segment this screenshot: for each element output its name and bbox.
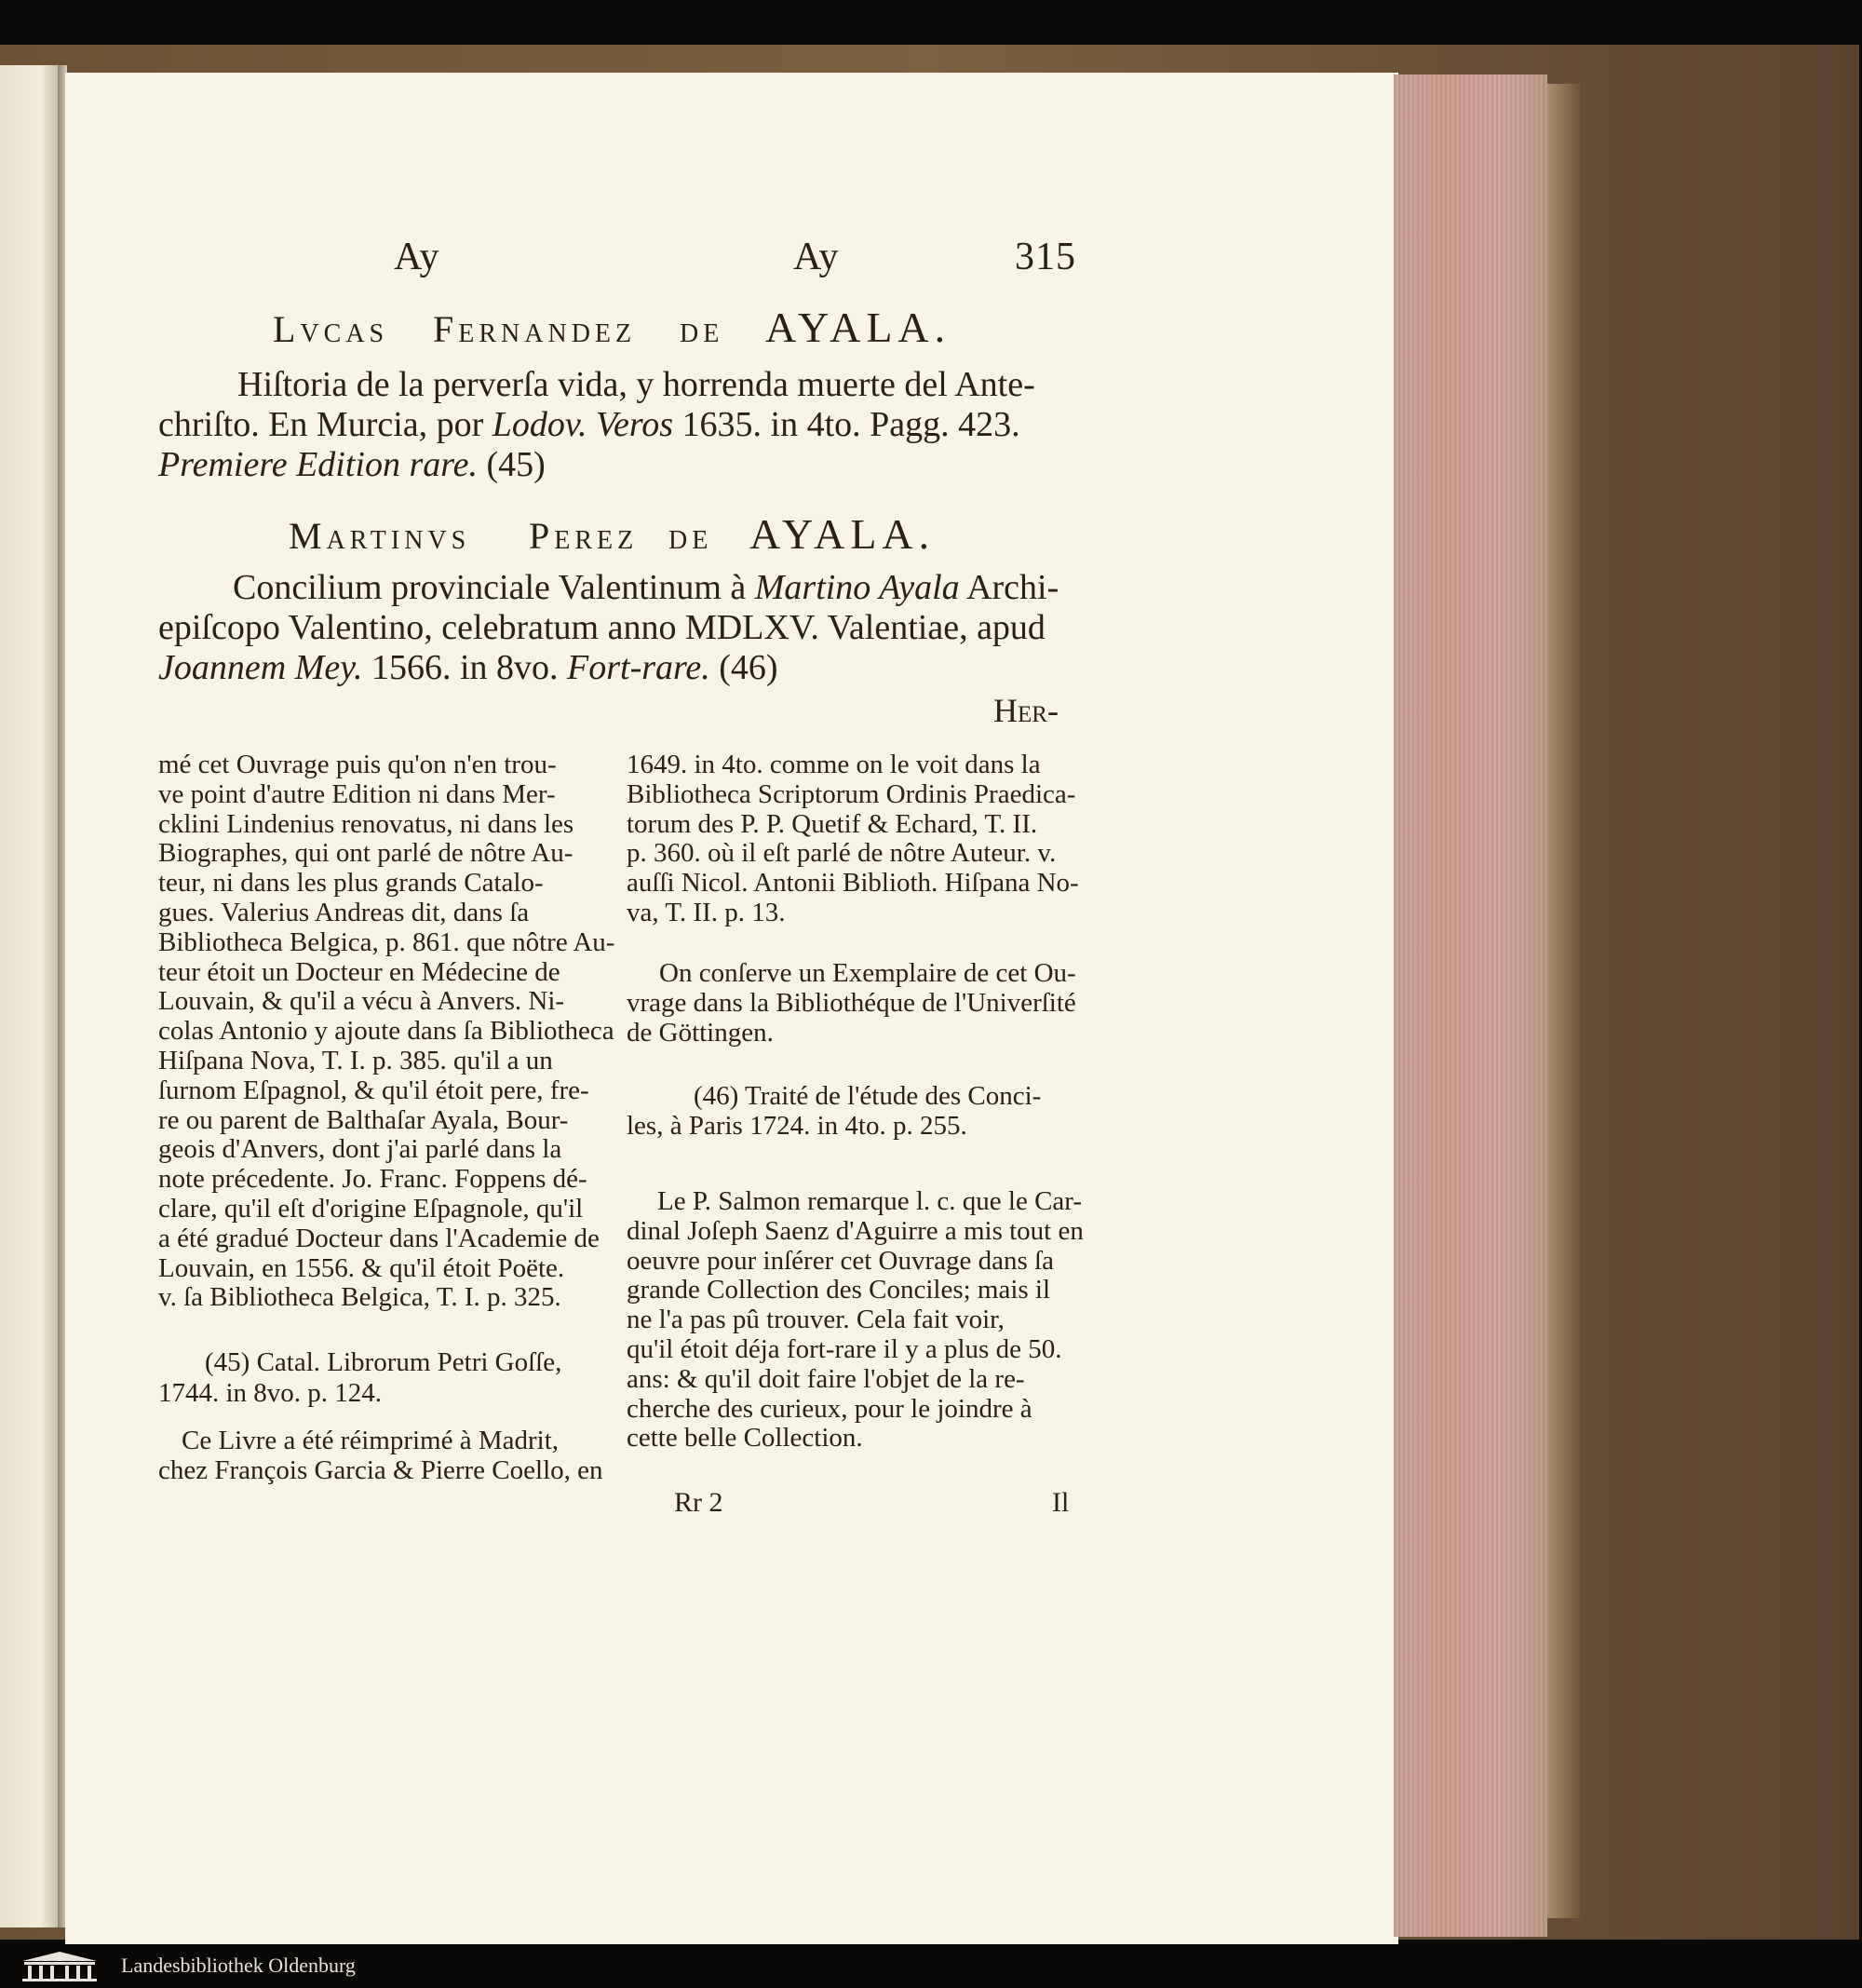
note-line: les, à Paris 1724. in 4to. p. 255. [627,1110,967,1141]
entry1-line3 [158,445,1071,485]
heading-particle: de [680,308,724,350]
entry2-line3 [158,648,1071,688]
page-edges [1394,74,1547,1937]
entry1-imprint: 1635. in 4to. Pagg. 423. [673,405,1020,444]
heading-surname: AYALA. [765,304,951,351]
entry2-note-ref: (46) [709,648,778,687]
entry1-printer: Lodov. Veros [492,405,674,444]
right-para-3 [627,1187,1222,1454]
column-line: Bibliotheca Belgica, p. 861. que nôtre Au- [158,926,615,957]
entry1-line2 [158,405,1071,445]
catchword-bottom: Il [1052,1487,1070,1518]
column-line: Biographes, qui ont parlé de nôtre Au- [158,838,573,869]
heading-middle-name: Fernandez [433,308,637,350]
column-line: Louvain, en 1556. & qu'il étoit Poëte. [158,1252,565,1283]
right-para-2 [627,959,1222,1048]
running-head-center: Ay [793,236,840,278]
entry2-line1-text: Concilium provinciale Valentinum à [233,568,755,607]
right-column [627,751,1222,928]
library-logo [13,1950,106,1983]
column-line: vrage dans la Bibliothéque de l'Univerſité [627,987,1076,1018]
column-line: Le P. Salmon remarque l. c. que le Car- [657,1186,1083,1216]
entry2-line2: epiſcopo Valentino, celebratum anno MDLXV. Valentiae, apud [158,608,1046,647]
column-line: chez François Garcia & Pierre Coello, en [158,1455,603,1485]
heading-surname: AYALA. [749,510,936,558]
column-line: v. ſa Bibliotheca Belgica, T. I. p. 325. [158,1282,561,1313]
column-line: note précedente. Jo. Franc. Foppens dé- [158,1164,587,1195]
signature-mark: Rr 2 [674,1487,723,1518]
left-page-edge [0,65,58,1927]
column-line: dinal Joſeph Saenz d'Aguirre a mis tout en [627,1215,1084,1246]
column-line: va, T. II. p. 13. [627,897,786,927]
heading-middle-name: Perez [529,515,639,557]
entry1-line2-text: chriſto. En Murcia, por [158,405,492,444]
column-line: teur étoit un Docteur en Médecine de [158,956,560,987]
column-line: teur, ni dans les plus grands Catalo- [158,868,544,899]
note-46 [627,1082,1222,1142]
heading-first-name: Martinvs [289,515,471,557]
column-line: p. 360. où il eſt parlé de nôtre Auteur. v. [627,838,1057,869]
column-line: gues. Valerius Andreas dit, dans ſa [158,897,530,927]
column-line: Ce Livre a été réimprimé à Madrit, [182,1426,560,1455]
column-line: re ou parent de Balthaſar Ayala, Bour- [158,1104,569,1135]
column-line: geois d'Anvers, dont j'ai parlé dans la [158,1134,562,1165]
column-line: clare, qu'il eſt d'origine Eſpagnole, qu'il [158,1193,584,1224]
entry1-edition-note: Premiere Edition rare. [158,445,478,484]
column-line: cette belle Collection. [627,1423,863,1454]
column-line: oeuvre pour inſérer cet Ouvrage dans ſa [627,1245,1054,1276]
column-line: Bibliotheca Scriptorum Ordinis Praedica- [627,778,1076,809]
entry2-printer: Joannem Mey. [158,648,363,687]
entry2-author: Martino Ayala [754,568,960,607]
running-head-left: Ay [394,236,440,278]
entry2-imprint: 1566. in 8vo. [362,648,568,687]
column-line: cherche des curieux, pour le joindre à [627,1393,1032,1424]
catchword-top: Her- [993,692,1059,729]
column-line: On conſerve un Exemplaire de cet Ou- [659,958,1076,988]
library-name: Landesbibliothek Oldenburg [121,1954,356,1977]
column-line: torum des P. P. Quetif & Echard, T. II. [627,808,1038,839]
heading-first-name: Lvcas [273,308,389,350]
entry2-line1-end: Archi- [959,568,1059,607]
column-line: ſurnom Eſpagnol, & qu'il étoit pere, fre- [158,1075,589,1105]
book-spine-edge [1547,84,1580,1918]
entry1-note-ref: (45) [477,445,546,484]
column-line: grande Collection des Conciles; mais il [627,1275,1051,1305]
column-line: ve point d'autre Edition ni dans Mer- [158,778,556,809]
entry2-line1 [233,568,1145,608]
note-line: 1744. in 8vo. p. 124. [158,1378,383,1408]
left-tail-2 [158,1456,754,1486]
heading-particle: de [668,515,713,557]
page-number: 315 [1015,236,1076,278]
entry2-rarity: Fort-rare. [567,648,710,687]
column-line: cklini Lindenius renovatus, ni dans les [158,808,574,839]
column-line: ne l'a pas pû trouver. Cela fait voir, [627,1305,1005,1335]
column-line: 1649. in 4to. comme on le voit dans la [627,750,1041,779]
entry1-line1: Hiſtoria de la perverſa vida, y horrenda muerte del Ante- [237,365,1035,404]
column-line: colas Antonio y ajoute dans ſa Bibliotheca [158,1016,614,1047]
column-line: auſſi Nicol. Antonii Biblioth. Hiſpana No- [627,868,1079,899]
note-line: (46) Traité de l'étude des Conci- [694,1081,1042,1111]
column-line: ans: & qu'il doit faire l'objet de la re- [627,1363,1025,1394]
column-line: Hiſpana Nova, T. I. p. 385. qu'il a un [158,1045,553,1075]
column-line: mé cet Ouvrage puis qu'on n'en trou- [158,750,557,779]
column-line: a été gradué Docteur dans l'Academie de [158,1223,600,1253]
column-line: de Göttingen. [627,1017,774,1048]
column-line: qu'il étoit déja fort-rare il y a plus de 50. [627,1333,1062,1364]
column-line: Louvain, & qu'il a vécu à Anvers. Ni- [158,986,565,1017]
note-line: (45) Catal. Librorum Petri Goſſe, [205,1347,562,1377]
